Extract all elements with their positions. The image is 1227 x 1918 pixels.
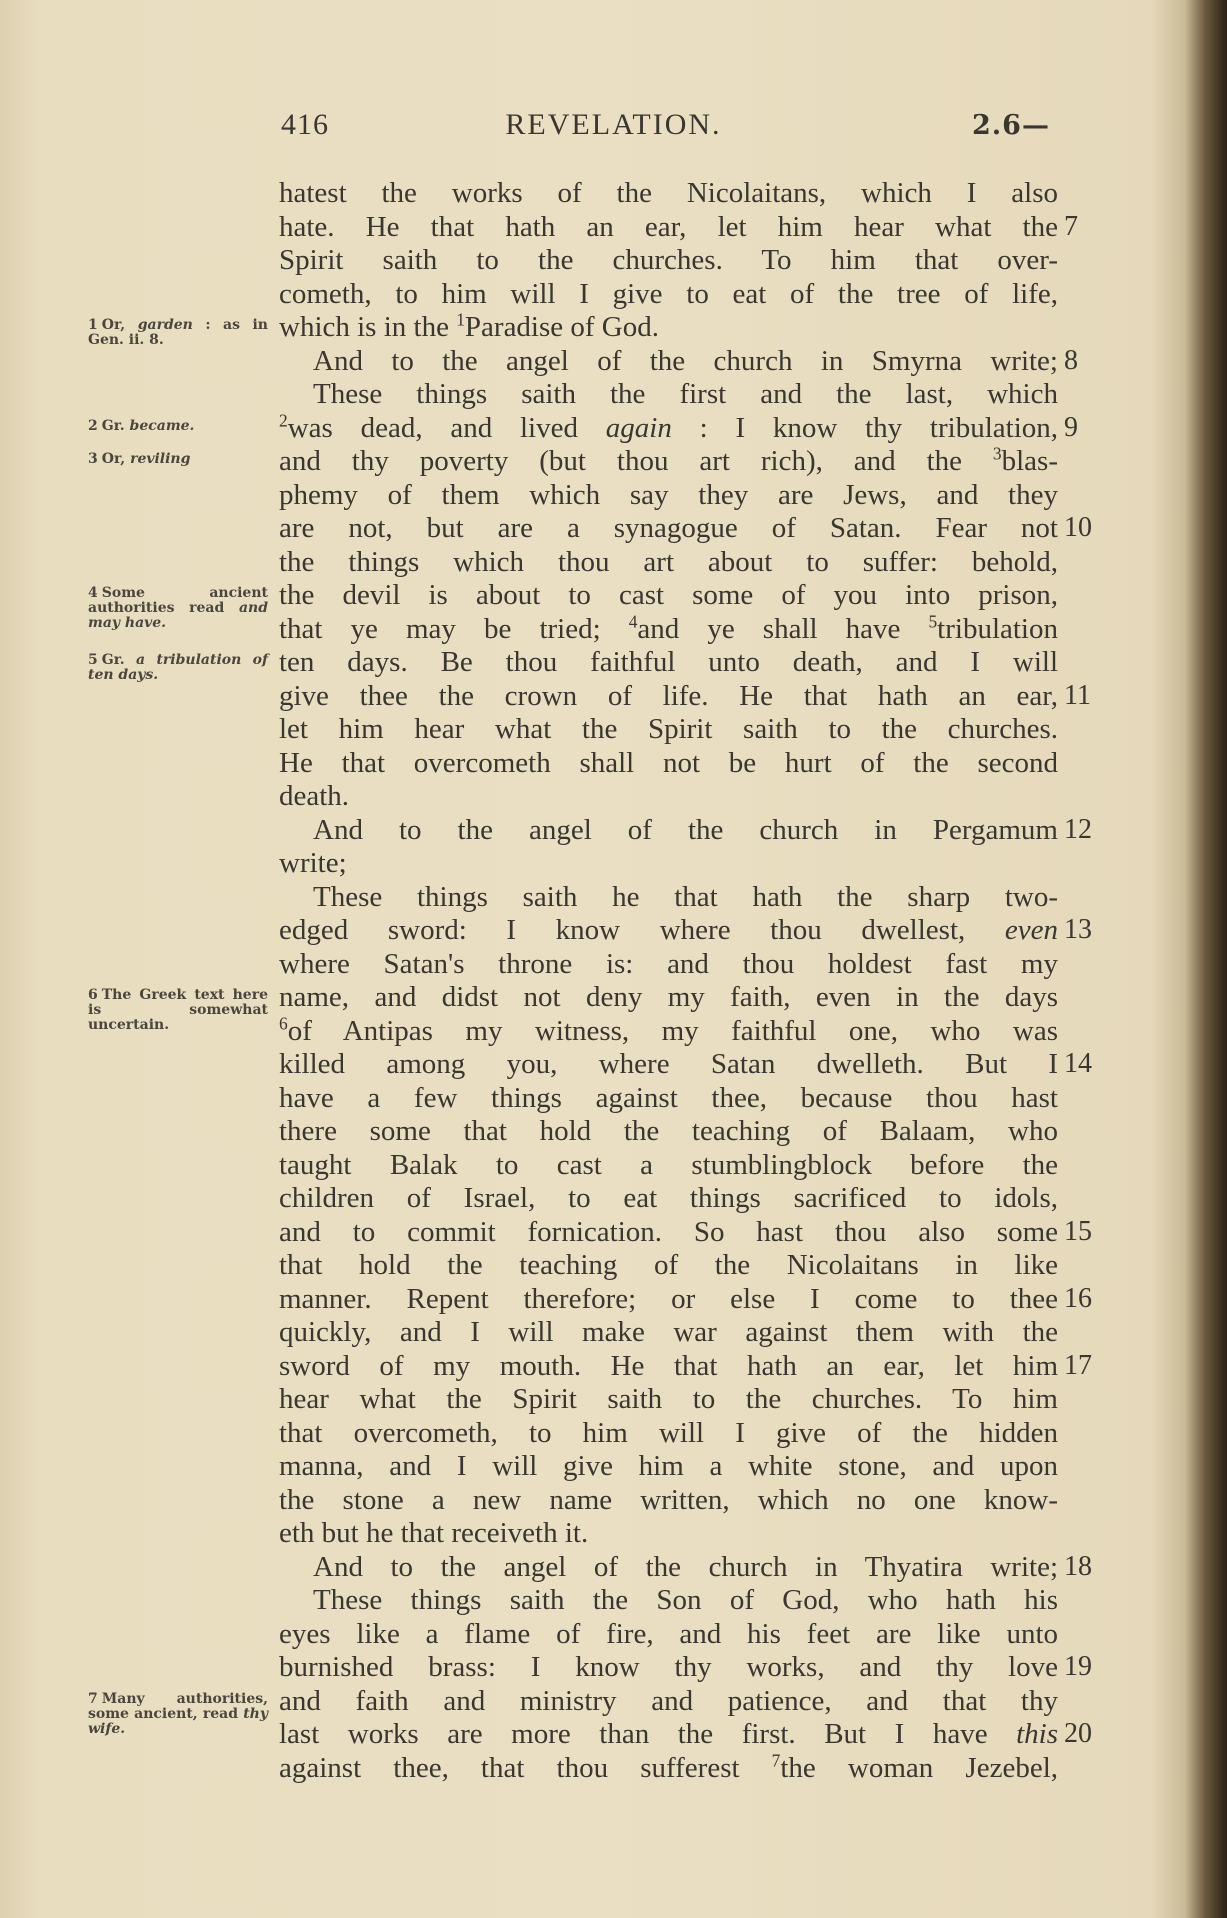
text-line [279,1014,1058,1048]
text-run: last works are more than the first. But I have [279,1718,1017,1750]
text-line [279,243,1058,277]
text-run: are not, but are a synagogue of Satan. Fear not [279,512,1058,544]
text-line [279,1081,1058,1115]
text-line [313,377,1058,411]
text-line [279,545,1058,579]
verse-number: 12 [1064,813,1092,845]
verse-number: 11 [1064,679,1091,711]
text-run: that overcometh, to him will I give of the hidden [279,1416,1058,1449]
text-run: the things which thou art about to suffer: behold, [279,545,1058,578]
running-title: REVELATION. [505,108,722,141]
text-run: blas- [1001,445,1058,477]
text-run: and faith and ministry and patience, and that thy [279,1684,1058,1717]
text-run: cometh, to him will I give to eat of the tree of life, [279,277,1058,310]
text-line [279,1650,1058,1684]
verse-number: 8 [1064,344,1078,376]
text-line [279,1114,1058,1148]
text-run: These things saith the first and the last, which [313,378,1058,410]
marginal-note [88,586,268,631]
text-line [279,645,1058,679]
text-line [279,1047,1058,1081]
text-run: And to the angel of the church in Pergamum [313,813,1058,846]
text-line [279,980,1058,1014]
text-line [279,1248,1058,1282]
text-line [279,1751,1058,1785]
text-line [279,1717,1058,1751]
verse-number: 10 [1064,512,1092,543]
text-run: ten days. Be thou faithful unto death, and I will [279,646,1058,678]
text-line [279,1181,1058,1215]
text-run: was dead, and lived [287,411,606,444]
text-run: burnished brass: I know thy works, and thy love [279,1651,1058,1683]
verse-number: 16 [1064,1282,1092,1314]
italic-text: garden [137,317,193,333]
text-line [313,1583,1058,1617]
text-line [279,478,1058,512]
italic-text: became. [129,417,195,434]
text-run: Gr. [101,652,137,668]
text-run: sword of my mouth. He that hath an ear, let him [279,1349,1058,1382]
text-run: Or, [101,451,131,467]
text-run: quickly, and I will make war against them with the [279,1316,1058,1348]
text-line [279,1148,1058,1182]
marginal-note [88,1692,268,1737]
note-number: 5 [88,652,98,668]
text-run: that hold the teaching of the Nicolaitans in like [279,1249,1058,1281]
footnote-marker: 3 [992,443,1002,464]
text-run: the devil is about to cast some of you into prison, [279,579,1058,611]
text-run: of Antipas my witness, my faithful one, who was [287,1014,1058,1047]
italic-text: this [1016,1718,1058,1750]
marginal-note [88,988,268,1033]
text-run: edged sword: I know where thou dwellest, [279,914,1005,946]
text-line [279,712,1058,746]
text-line [279,310,1058,344]
text-run: let him hear what the Spirit saith to the churches. [279,713,1058,745]
text-run: Paradise of God. [464,311,659,343]
verse-number: 18 [1064,1550,1092,1582]
text-line [279,1684,1058,1718]
text-run: and ye shall have [637,612,929,645]
text-line [279,1483,1058,1517]
text-run: And to the angel of the church in Thyatira write; [313,1550,1058,1583]
text-run: And to the angel of the church in Smyrna write; [313,344,1058,377]
text-line [279,176,1058,210]
verse-number: 13 [1064,914,1092,945]
text-run: These things saith he that hath the sharp two- [313,880,1058,913]
italic-text: a tribulation of ten days. [88,652,268,683]
text-line [279,1382,1058,1416]
text-line [279,1416,1058,1450]
text-run: eyes like a flame of fire, and his feet are like unto [279,1617,1058,1650]
text-run: name, and didst not deny my faith, even in the days [279,981,1058,1013]
text-line [279,1215,1058,1249]
text-line [279,277,1058,311]
note-number: 3 [88,451,98,467]
text-line [279,612,1058,646]
text-run: where Satan's throne is: and thou holdest fast my [279,947,1058,980]
text-run: hate. He that hath an ear, let him hear what the [279,210,1058,243]
text-line [313,880,1058,914]
chapter-reference: 2.6— [972,110,1050,141]
text-run: children of Israel, to eat things sacrificed to idols, [279,1182,1058,1214]
text-line [279,1449,1058,1483]
text-run: killed among you, where Satan dwelleth. But I [279,1048,1058,1080]
text-run: Or, [101,317,138,333]
italic-text: even [1004,914,1058,946]
text-line [279,1315,1058,1349]
text-line [279,1617,1058,1651]
text-run: Many authorities, some ancient, read [88,1690,268,1722]
note-number: 6 [88,987,98,1003]
verse-number: 15 [1064,1215,1092,1247]
text-line [279,210,1058,244]
text-run: death. [279,780,350,812]
verse-number: 20 [1064,1718,1092,1749]
text-line [313,344,1058,378]
text-run: He that overcometh shall not be hurt of the second [279,746,1058,779]
text-line [279,1282,1058,1316]
text-line [279,679,1058,713]
verse-number: 19 [1064,1651,1092,1682]
text-line [279,444,1058,478]
footnote-marker: 1 [456,309,465,330]
text-line [279,779,1058,813]
text-run: which is in the [279,311,457,343]
text-run: eth but he that receiveth it. [279,1517,589,1549]
text-run: The Greek text here is somewhat uncertain. [88,987,268,1033]
marginal-note [88,419,268,434]
note-number: 1 [88,317,98,333]
text-run: Some ancient authorities read [88,585,268,616]
text-run: write; [279,847,347,879]
text-line [313,813,1058,847]
note-number: 7 [88,1690,98,1707]
text-line [279,846,1058,880]
text-run: that ye may be tried; [279,612,629,645]
text-run: the woman Jezebel, [780,1751,1058,1784]
page-number: 416 [281,108,329,141]
text-line [279,1349,1058,1383]
note-number: 2 [88,417,98,434]
text-run: These things saith the Son of God, who hath his [313,1584,1058,1616]
text-line [279,746,1058,780]
text-line [279,411,1058,445]
text-run: and thy poverty (but thou art rich), and the [279,445,993,477]
footnote-marker: 4 [628,610,638,631]
verse-number: 17 [1064,1349,1092,1381]
footnote-marker: 5 [928,610,938,631]
verse-number: 7 [1064,210,1078,242]
footnote-marker: 6 [279,1012,288,1033]
text-run: Gr. [101,417,130,434]
text-run: taught Balak to cast a stumblingblock before the [279,1148,1058,1181]
text-run: Spirit saith to the churches. To him that over- [279,244,1058,276]
text-run: : as in Gen. ii. 8. [88,317,268,348]
text-line [279,511,1058,545]
marginal-note [88,318,268,348]
text-line [279,913,1058,947]
italic-text: reviling [130,451,191,467]
text-line [279,947,1058,981]
text-run: manna, and I will give him a white stone, and upon [279,1450,1058,1482]
text-line [313,1550,1058,1584]
text-run: give thee the crown of life. He that hath an ear, [279,679,1058,712]
text-run: hatest the works of the Nicolaitans, which I also [279,177,1058,209]
text-line [279,1516,1058,1550]
text-run: have a few things against thee, because thou hast [279,1081,1058,1114]
text-run: manner. Repent therefore; or else I come to thee [279,1282,1058,1315]
text-run: phemy of them which say they are Jews, and they [279,478,1058,511]
text-run: : I know thy tribulation, [671,411,1058,444]
verse-number: 14 [1064,1048,1092,1079]
text-run: there some that hold the teaching of Balaam, who [279,1115,1058,1147]
italic-text: and may have. [88,600,268,631]
italic-text: thy wife. [88,1705,268,1737]
footnote-marker: 7 [771,1749,781,1770]
text-run: hear what the Spirit saith to the churches. To him [279,1383,1058,1415]
footnote-marker: 2 [279,409,288,430]
text-line [279,578,1058,612]
text-run: against thee, that thou sufferest [279,1751,772,1784]
text-run: and to commit fornication. So hast thou also some [279,1215,1058,1248]
marginal-note [88,653,268,683]
note-number: 4 [88,585,98,601]
text-run: the stone a new name written, which no one know- [279,1483,1058,1516]
marginal-note [88,452,268,467]
text-run: tribulation [937,612,1058,645]
italic-text: again [605,411,672,444]
verse-number: 9 [1064,411,1078,443]
